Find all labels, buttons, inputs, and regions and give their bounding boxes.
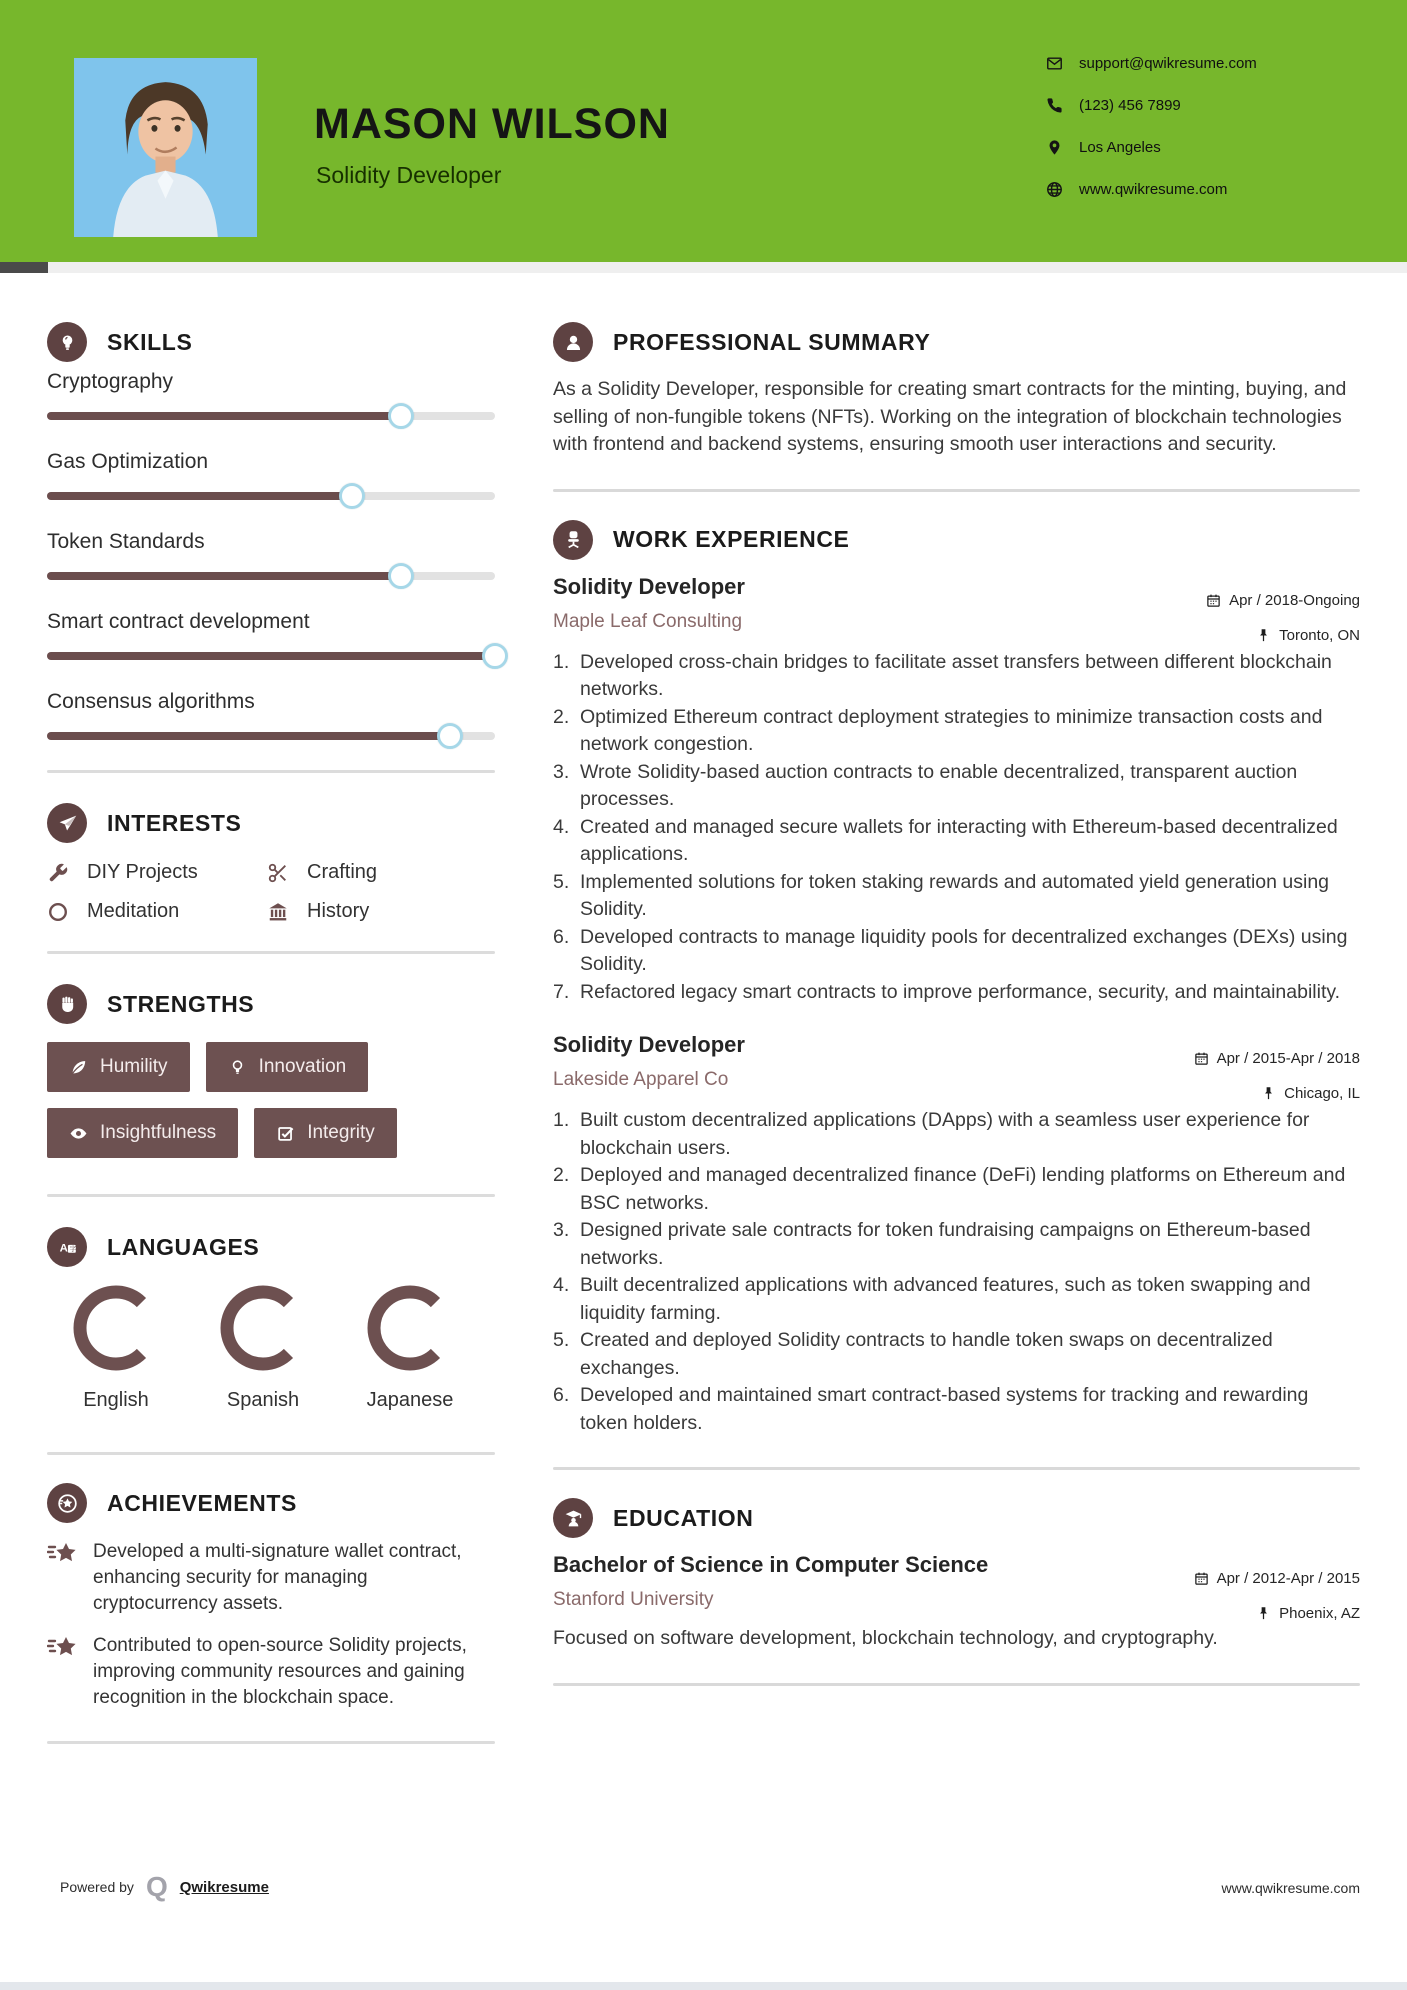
- job-role: Solidity Developer: [553, 573, 745, 599]
- pushpin-icon: [1261, 1086, 1276, 1101]
- circle-icon: [47, 901, 69, 923]
- skill-label: Gas Optimization: [47, 450, 209, 473]
- section-divider: [47, 770, 495, 773]
- candidate-name: MASON WILSON: [314, 100, 670, 148]
- skills-section-header: [47, 322, 495, 362]
- strength-label: Innovation: [258, 1056, 347, 1077]
- strengths-section-header: [47, 984, 495, 1024]
- skill-label: Cryptography: [47, 370, 174, 393]
- languages-title: LANGUAGES: [107, 1233, 260, 1260]
- job-bullet: Developed cross-chain bridges to facilitate asset transfers between different blockchain networks.: [580, 650, 1332, 700]
- interest-label: Crafting: [307, 861, 378, 883]
- strength-chip: [254, 1108, 397, 1158]
- pushpin-icon: [1256, 628, 1271, 643]
- job-bullet-list: [553, 1107, 1360, 1437]
- job-company: Lakeside Apparel Co: [553, 1069, 729, 1090]
- wrench-icon: [47, 862, 69, 884]
- achievement-text: Contributed to open-source Solidity projects, improving community resources and gaining recognition in the blockchain space.: [93, 1635, 467, 1708]
- slider-thumb[interactable]: [482, 643, 508, 669]
- page-bottom-edge: [0, 1982, 1407, 1990]
- job-role: Solidity Developer: [553, 1032, 745, 1057]
- person-icon: [553, 322, 593, 362]
- footer-branding: [60, 1872, 269, 1902]
- achievements-list: [47, 1539, 495, 1711]
- interest-label: DIY Projects: [87, 861, 198, 883]
- check-square-icon: [276, 1124, 295, 1143]
- leaf-icon: [69, 1058, 88, 1077]
- shooting-star-icon: [47, 1541, 79, 1571]
- language-progress-ring: [71, 1283, 161, 1373]
- calendar-icon: [1194, 1051, 1209, 1066]
- fist-icon: [47, 984, 87, 1024]
- strength-chip: [47, 1108, 238, 1158]
- section-divider: [47, 1452, 495, 1455]
- job-company: Maple Leaf Consulting: [553, 610, 743, 632]
- slider-thumb[interactable]: [437, 723, 463, 749]
- job-bullet: Developed and maintained smart contract-based systems for tracking and rewarding token holders.: [580, 1384, 1309, 1434]
- contact-list: [1046, 52, 1257, 220]
- job-bullet: Wrote Solidity-based auction contracts to enable decentralized, transparent auction processes.: [580, 760, 1298, 810]
- job-bullet: Developed contracts to manage liquidity pools for decentralized exchanges (DEXs) using Solidity.: [580, 925, 1348, 975]
- avatar-illustration: [74, 58, 257, 237]
- education-note: Focused on software development, blockchain technology, and cryptography.: [553, 1627, 1218, 1649]
- job-location: [1261, 1085, 1360, 1102]
- job-bullet: Optimized Ethereum contract deployment strategies to minimize transaction costs and network congestion.: [580, 705, 1323, 755]
- section-divider: [47, 951, 495, 954]
- page-edge-artifact: [0, 262, 48, 273]
- strength-label: Humility: [100, 1056, 168, 1077]
- translate-icon: [47, 1227, 87, 1267]
- email-icon: [1046, 55, 1063, 72]
- job-dates-text: Apr / 2018-Ongoing: [1229, 591, 1360, 609]
- languages-section-header: [47, 1227, 495, 1267]
- education-dates-text: Apr / 2012-Apr / 2015: [1216, 1570, 1360, 1587]
- location-icon: [1046, 139, 1063, 156]
- strengths-title: STRENGTHS: [107, 990, 255, 1017]
- section-divider: [47, 1741, 495, 1744]
- section-divider: [553, 1467, 1360, 1470]
- powered-by-label: Powered by: [60, 1879, 134, 1895]
- job-bullet: Created and managed secure wallets for interacting with Ethereum-based decentralized applications.: [580, 815, 1338, 865]
- pushpin-icon: [1256, 1606, 1271, 1621]
- job-dates-text: Apr / 2015-Apr / 2018: [1216, 1050, 1360, 1067]
- skill-slider: [47, 412, 495, 420]
- lightbulb-icon: [47, 322, 87, 362]
- education-entry: [553, 1552, 1360, 1653]
- interests-title: INTERESTS: [107, 809, 242, 836]
- job-bullet-list: [553, 649, 1360, 1007]
- skill-row: [47, 530, 495, 580]
- skill-slider: [47, 492, 495, 500]
- section-divider: [47, 1194, 495, 1197]
- skill-row: [47, 450, 495, 500]
- skill-slider: [47, 652, 495, 660]
- work-title: WORK EXPERIENCE: [613, 526, 850, 552]
- interest-label: Meditation: [87, 900, 180, 922]
- slider-thumb[interactable]: [388, 563, 414, 589]
- job-dates: [1206, 592, 1360, 609]
- qwikresume-logo: Q: [145, 1871, 168, 1902]
- job-bullet: Deployed and managed decentralized finance (DeFi) lending platforms on Ethereum and BSC networks.: [580, 1164, 1346, 1214]
- job-entry: [553, 1032, 1360, 1437]
- contact-email[interactable]: [1046, 52, 1257, 74]
- header-banner: [0, 0, 1407, 263]
- slider-thumb[interactable]: [339, 483, 365, 509]
- education-school: Stanford University: [553, 1589, 714, 1610]
- job-location-text: Chicago, IL: [1284, 1085, 1360, 1102]
- work-section-header: [553, 520, 1360, 560]
- language-label: English: [83, 1389, 149, 1411]
- museum-icon: [267, 901, 289, 923]
- skills-title: SKILLS: [107, 328, 193, 355]
- education-degree: Bachelor of Science in Computer Science: [553, 1552, 989, 1577]
- medal-star-icon: [47, 1483, 87, 1523]
- svg-text:A: A: [59, 1241, 68, 1254]
- strength-label: Integrity: [307, 1122, 375, 1143]
- interest-label: History: [307, 900, 370, 922]
- summary-text: As a Solidity Developer, responsible for creating smart contracts for the minting, buying, and selling of non-fungible tokens (NFTs). Working on the integration of blockchain technologies with frontend and backend systems, ensuring smooth user interactions and security.: [553, 378, 1347, 455]
- language-label: Japanese: [366, 1389, 454, 1411]
- office-chair-icon: [553, 520, 593, 560]
- language-progress-ring: [365, 1283, 455, 1373]
- graduate-icon: [553, 1498, 593, 1538]
- candidate-title: Solidity Developer: [316, 162, 502, 188]
- contact-location-text: Los Angeles: [1079, 138, 1161, 156]
- achievement-item: [47, 1633, 495, 1711]
- header-shadow: [0, 262, 1407, 273]
- job-bullet: Built decentralized applications with advanced features, such as token swapping and liquidity farming.: [580, 1274, 1311, 1324]
- contact-email-text: support@qwikresume.com: [1079, 54, 1257, 72]
- interest-item: [47, 861, 267, 884]
- job-dates: [1194, 1050, 1360, 1067]
- strength-label: Insightfulness: [100, 1122, 217, 1143]
- scissors-icon: [267, 862, 289, 884]
- section-divider: [553, 1683, 1360, 1686]
- strength-chip: [206, 1042, 369, 1092]
- qwikresume-link[interactable]: Qwikresume: [179, 1878, 269, 1896]
- right-column: [553, 300, 1360, 1686]
- skill-row: [47, 610, 495, 660]
- contact-phone: [1046, 94, 1257, 116]
- job-bullet: Implemented solutions for token staking rewards and automated yield generation using Solidity.: [580, 870, 1330, 920]
- svg-text:字: 字: [69, 1244, 76, 1253]
- strength-chip: [47, 1042, 190, 1092]
- language-label: Spanish: [226, 1389, 300, 1411]
- job-bullet: Refactored legacy smart contracts to improve performance, security, and maintainability.: [580, 980, 1341, 1003]
- interest-item: [267, 861, 495, 884]
- bulb-icon: [228, 1058, 247, 1077]
- strengths-list: [47, 1042, 495, 1158]
- education-location: [1256, 1605, 1360, 1622]
- achievement-text: Developed a multi-signature wallet contract, enhancing security for managing cryptocurrency assets.: [93, 1541, 462, 1614]
- footer-site-url: www.qwikresume.com: [1221, 1880, 1360, 1896]
- education-section-header: [553, 1498, 1360, 1538]
- contact-website-text: www.qwikresume.com: [1079, 180, 1228, 198]
- interests-section-header: [47, 803, 495, 843]
- phone-icon: [1046, 97, 1063, 114]
- job-bullet: Built custom decentralized applications (DApps) with a seamless user experience for blockchain users.: [580, 1109, 1310, 1159]
- skill-slider: [47, 732, 495, 740]
- summary-section-header: [553, 322, 1360, 362]
- education-dates: [1194, 1570, 1360, 1587]
- calendar-icon: [1206, 593, 1221, 608]
- skill-row: [47, 690, 495, 740]
- skills-list: [47, 370, 495, 740]
- language-item: [365, 1283, 455, 1412]
- shooting-star-icon: [47, 1635, 79, 1665]
- skill-label: Consensus algorithms: [47, 690, 255, 713]
- language-item: [218, 1283, 308, 1412]
- job-bullet: Designed private sale contracts for token fundraising campaigns on Ethereum-based networks.: [580, 1219, 1311, 1269]
- skill-label: Token Standards: [47, 530, 205, 553]
- interest-item: [267, 900, 495, 923]
- language-item: [71, 1283, 161, 1412]
- language-progress-ring: [218, 1283, 308, 1373]
- skill-row: [47, 370, 495, 420]
- summary-title: PROFESSIONAL SUMMARY: [613, 328, 931, 355]
- calendar-icon: [1194, 1571, 1209, 1586]
- interests-list: [47, 861, 495, 923]
- contact-location: [1046, 136, 1257, 158]
- globe-icon: [1046, 181, 1063, 198]
- paper-plane-icon: [47, 803, 87, 843]
- section-divider: [553, 489, 1360, 492]
- achievements-section-header: [47, 1483, 495, 1523]
- education-title: EDUCATION: [613, 1504, 754, 1531]
- achievements-title: ACHIEVEMENTS: [107, 1489, 297, 1516]
- eye-icon: [69, 1124, 88, 1143]
- slider-thumb[interactable]: [388, 403, 414, 429]
- job-entry: [553, 574, 1360, 1007]
- left-column: [47, 300, 495, 1744]
- skill-slider: [47, 572, 495, 580]
- job-location-text: Toronto, ON: [1279, 626, 1360, 644]
- contact-phone-text: (123) 456 7899: [1079, 96, 1181, 114]
- skill-label: Smart contract development: [47, 610, 310, 633]
- job-location: [1256, 627, 1360, 644]
- interest-item: [47, 900, 267, 923]
- achievement-item: [47, 1539, 495, 1617]
- education-location-text: Phoenix, AZ: [1279, 1605, 1360, 1622]
- job-bullet: Created and deployed Solidity contracts to handle token swaps on decentralized exchanges.: [580, 1329, 1273, 1379]
- contact-website[interactable]: [1046, 178, 1257, 200]
- languages-list: [47, 1283, 495, 1412]
- profile-photo: [74, 58, 257, 237]
